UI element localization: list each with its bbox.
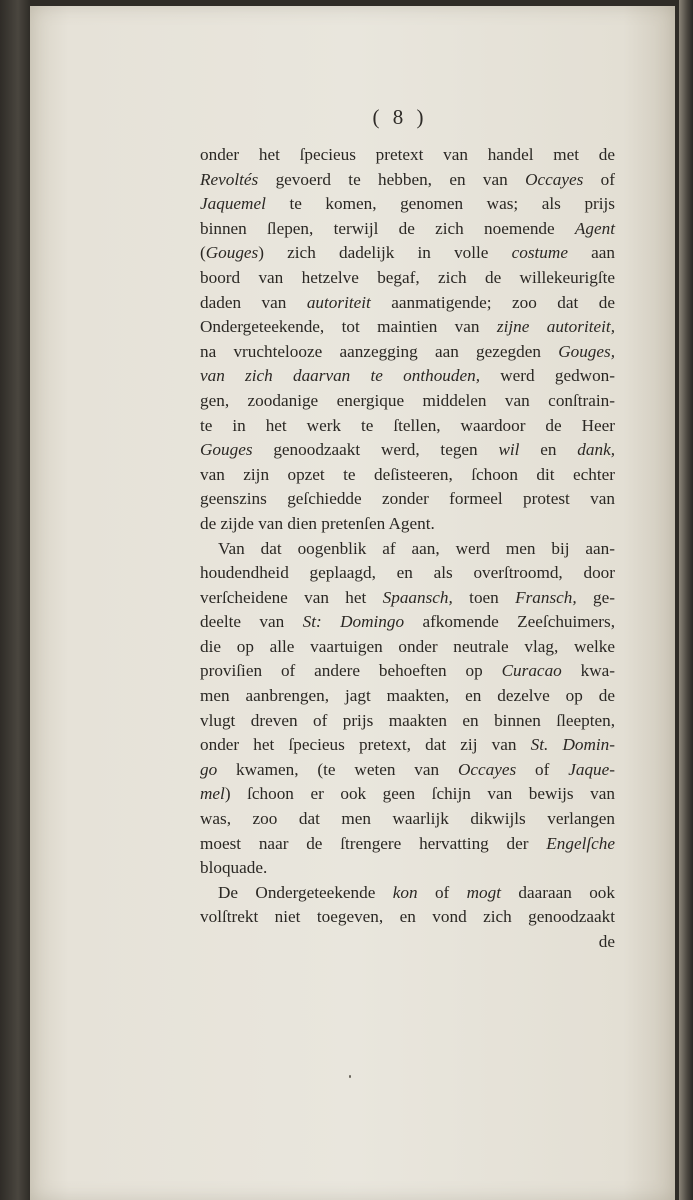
- paper-speck: [349, 1075, 351, 1078]
- text-segment: en: [519, 440, 578, 460]
- italic-text: Curacao: [501, 661, 562, 681]
- italic-text: mogt: [466, 882, 502, 902]
- text-segment: boord van hetzelve begaf, zich de willekeurigſte: [200, 267, 615, 287]
- italic-text: Engelſche: [546, 833, 615, 853]
- italic-text: Fransch,: [515, 587, 577, 607]
- text-segment: binnen ſlepen, terwijl de zich noemende: [200, 218, 575, 238]
- italic-text: wil: [498, 440, 520, 460]
- italic-text: autoriteit: [306, 292, 371, 312]
- text-segment: afkomende Zeeſchuimers,: [404, 612, 615, 632]
- text-segment: Ondergeteekende, tot maintien van: [200, 317, 497, 337]
- text-segment: toen: [452, 587, 516, 607]
- text-line: [200, 364, 615, 389]
- text-segment: ) ſchoon er ook geen ſchijn van bewijs van: [224, 784, 615, 804]
- text-segment: ) zich dadelijk in volle: [258, 243, 512, 263]
- text-segment: of: [583, 169, 615, 189]
- text-line: [200, 930, 615, 955]
- text-line: [200, 463, 615, 488]
- text-segment: genoodzaakt werd, tegen: [252, 440, 499, 460]
- italic-text: Agent: [574, 218, 615, 238]
- italic-text: Jaque-: [568, 759, 615, 779]
- text-segment: vlugt dreven of prijs maakten en binnen ſleepten,: [200, 710, 615, 730]
- italic-text: St: Domingo: [302, 612, 405, 632]
- page-edge-shadow: [679, 0, 693, 1200]
- text-line: [200, 610, 615, 635]
- text-segment: verſcheidene van het: [200, 587, 383, 607]
- italic-text: go: [200, 759, 218, 779]
- text-segment: die op alle vaartuigen onder neutrale vlag, welke: [200, 636, 615, 656]
- text-line: [200, 881, 615, 906]
- text-segment: te in het werk te ſtellen, waardoor de Heer: [200, 415, 615, 435]
- text-line: [200, 856, 615, 881]
- text-line: [200, 389, 615, 414]
- text-line: [200, 414, 615, 439]
- text-segment: proviſien of andere behoeften op: [200, 661, 502, 681]
- italic-text: Gouges,: [558, 341, 615, 361]
- text-segment: houdendheid geplaagd, en als overſtroomd, door: [200, 563, 615, 583]
- text-segment: de: [598, 932, 615, 951]
- text-segment: of: [417, 882, 467, 902]
- text-segment: te komen, genomen was; als prijs: [265, 194, 615, 214]
- text-line: [200, 733, 615, 758]
- text-line: [200, 192, 615, 217]
- italic-text: zijne autoriteit,: [496, 317, 615, 337]
- text-line: [200, 291, 615, 316]
- text-line: [200, 758, 615, 783]
- text-segment: men aanbrengen, jagt maakten, en dezelve op de: [200, 686, 615, 706]
- text-line: [200, 807, 615, 832]
- italic-text: Occayes: [457, 759, 517, 779]
- text-line: [200, 684, 615, 709]
- text-line: [200, 241, 615, 266]
- text-line: [200, 905, 615, 930]
- text-segment: na vruchtelooze aanzegging aan gezegden: [200, 341, 559, 361]
- text-line: [200, 512, 615, 537]
- text-segment: van zijn opzet te deſisteeren, ſchoon dit echter: [200, 464, 615, 484]
- italic-text: Revoltés: [200, 169, 259, 189]
- italic-text: Spaansch,: [382, 587, 453, 607]
- italic-text: Gouges: [205, 243, 259, 263]
- text-segment: was, zoo dat men waarlijk dikwijls verlangen: [200, 809, 615, 829]
- text-segment: volſtrekt niet toegeven, en vond zich genoodzaakt: [200, 907, 615, 927]
- text-line: [200, 537, 615, 562]
- text-line: [200, 561, 615, 586]
- text-segment: onder het ſpecieus pretext, dat zij van: [200, 735, 531, 755]
- italic-text: mel: [200, 784, 225, 804]
- text-segment: kwa-: [561, 661, 616, 681]
- text-segment: werd gedwon-: [480, 366, 615, 386]
- text-line: [200, 438, 615, 463]
- text-segment: onder het ſpecieus pretext van handel met de: [200, 145, 615, 164]
- text-line: [200, 832, 615, 857]
- page-number: ( 8 ): [372, 105, 428, 129]
- text-segment: Van dat oogenblik af aan, werd men bij aan-: [218, 538, 615, 558]
- text-line: [200, 340, 615, 365]
- text-line: [200, 782, 615, 807]
- text-segment: gen, zoodanige energique middelen van conſtrain-: [200, 390, 615, 410]
- text-segment: gevoerd te hebben, en van: [258, 169, 526, 189]
- text-segment: ge-: [576, 587, 615, 607]
- text-line: [200, 586, 615, 611]
- italic-text: kon: [392, 882, 418, 902]
- italic-text: costume: [511, 243, 568, 263]
- text-line: [200, 659, 615, 684]
- text-segment: bloquade.: [200, 858, 268, 878]
- body-text: [200, 143, 615, 955]
- italic-text: dank,: [577, 440, 615, 460]
- text-line: [200, 143, 615, 168]
- text-segment: geenszins geſchiedde zonder formeel protest van: [200, 489, 615, 509]
- text-segment: aan: [567, 243, 615, 263]
- italic-text: St. Domin-: [530, 735, 616, 755]
- text-segment: of: [516, 759, 569, 779]
- text-segment: kwamen, (te weten van: [217, 759, 458, 779]
- text-line: [200, 635, 615, 660]
- text-line: [200, 315, 615, 340]
- text-line: [200, 709, 615, 734]
- italic-text: Gouges: [200, 440, 253, 460]
- text-segment: De Ondergeteekende: [218, 882, 393, 902]
- text-segment: aanmatigende; zoo dat de: [370, 292, 615, 312]
- text-line: [200, 487, 615, 512]
- italic-text: Occayes: [525, 169, 584, 189]
- text-segment: moest naar de ſtrengere hervatting der: [200, 833, 547, 853]
- text-line: [200, 217, 615, 242]
- text-segment: (: [200, 243, 206, 263]
- text-line: [200, 266, 615, 291]
- text-segment: daden van: [200, 292, 307, 312]
- italic-text: van zich daarvan te onthouden,: [200, 366, 481, 386]
- text-segment: deelte van: [200, 612, 303, 632]
- text-segment: de zijde van dien pretenſen Agent.: [200, 513, 435, 533]
- text-line: [200, 168, 615, 193]
- italic-text: Jaquemel: [200, 194, 266, 214]
- text-segment: daaraan ook: [501, 882, 615, 902]
